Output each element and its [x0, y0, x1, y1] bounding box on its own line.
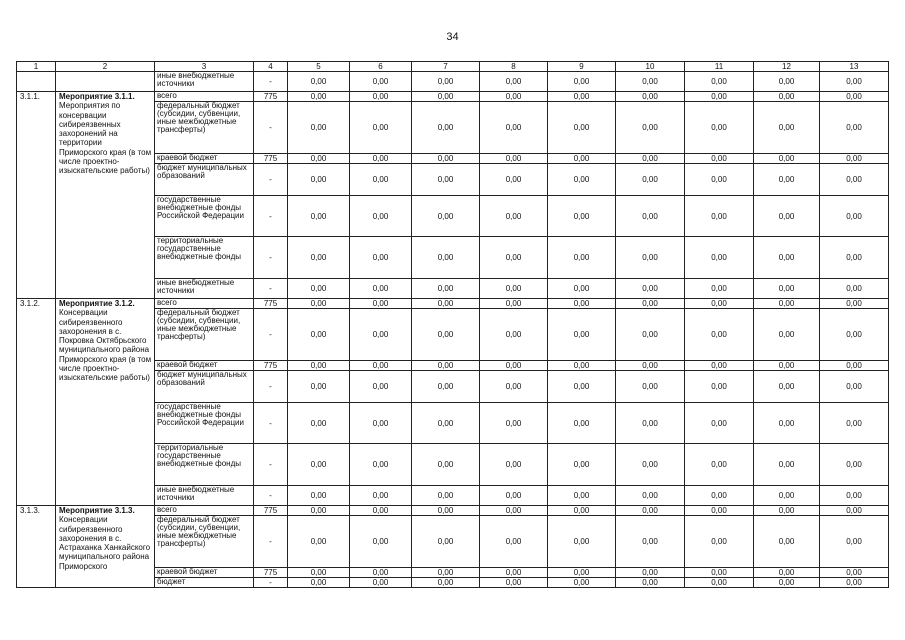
amount-cell: 0,00 [820, 371, 889, 403]
measure-title [56, 72, 155, 92]
column-header: 3 [155, 62, 254, 72]
amount-cell: 0,00 [548, 102, 616, 154]
amount-cell: 0,00 [350, 102, 412, 154]
amount-cell: 0,00 [685, 516, 754, 568]
amount-cell: 0,00 [685, 299, 754, 309]
amount-cell: 0,00 [480, 444, 548, 486]
amount-cell: 0,00 [820, 92, 889, 102]
amount-cell: 0,00 [480, 102, 548, 154]
amount-cell: 0,00 [412, 154, 480, 164]
table-row [17, 506, 889, 516]
amount-cell: 0,00 [412, 361, 480, 371]
amount-cell: 0,00 [412, 578, 480, 588]
amount-cell: 0,00 [480, 164, 548, 196]
measure-title-bold: Мероприятие 3.1.3. [59, 506, 135, 515]
column-header: 10 [616, 62, 685, 72]
amount-cell: 0,00 [548, 361, 616, 371]
amount-cell: 0,00 [685, 102, 754, 154]
amount-cell: 0,00 [288, 279, 350, 299]
amount-cell: 0,00 [616, 196, 685, 237]
amount-cell: 0,00 [685, 403, 754, 444]
amount-cell: 0,00 [820, 403, 889, 444]
funding-source: всего [155, 299, 254, 309]
amount-cell: 0,00 [288, 72, 350, 92]
amount-cell: 0,00 [350, 516, 412, 568]
column-header: 8 [480, 62, 548, 72]
funding-source: федеральный бюджет (субсидии, субвенции, иные межбюджетные трансферты) [155, 309, 254, 361]
amount-cell: 0,00 [548, 237, 616, 279]
amount-cell: 0,00 [412, 237, 480, 279]
table-row [17, 72, 889, 92]
amount-cell: 0,00 [754, 361, 820, 371]
amount-cell: 0,00 [616, 506, 685, 516]
amount-cell: 0,00 [685, 506, 754, 516]
amount-cell: 0,00 [350, 237, 412, 279]
amount-cell: 0,00 [616, 279, 685, 299]
amount-cell: 0,00 [412, 403, 480, 444]
amount-cell: 0,00 [616, 578, 685, 588]
amount-cell: 0,00 [350, 371, 412, 403]
amount-cell: 0,00 [480, 72, 548, 92]
amount-cell: 0,00 [548, 279, 616, 299]
amount-cell: 0,00 [350, 309, 412, 361]
column-header: 6 [350, 62, 412, 72]
amount-cell: 0,00 [548, 371, 616, 403]
amount-cell: 0,00 [820, 516, 889, 568]
amount-cell: 0,00 [754, 506, 820, 516]
amount-cell: 0,00 [412, 444, 480, 486]
amount-cell: 0,00 [820, 237, 889, 279]
amount-cell: 0,00 [685, 92, 754, 102]
amount-cell: 0,00 [616, 486, 685, 506]
amount-cell: 0,00 [754, 516, 820, 568]
amount-cell: 0,00 [480, 568, 548, 578]
amount-cell: 0,00 [412, 309, 480, 361]
amount-cell: 0,00 [288, 237, 350, 279]
funding-source: всего [155, 506, 254, 516]
amount-cell: 0,00 [820, 486, 889, 506]
amount-cell: 0,00 [685, 196, 754, 237]
amount-cell: 0,00 [412, 568, 480, 578]
amount-cell: 0,00 [548, 164, 616, 196]
table-row [17, 92, 889, 102]
column-header: 11 [685, 62, 754, 72]
amount-cell: 0,00 [616, 164, 685, 196]
amount-cell: 0,00 [480, 516, 548, 568]
amount-cell: 0,00 [754, 309, 820, 361]
column-4-value: 775 [254, 568, 288, 578]
amount-cell: 0,00 [820, 444, 889, 486]
amount-cell: 0,00 [350, 568, 412, 578]
amount-cell: 0,00 [412, 279, 480, 299]
amount-cell: 0,00 [820, 196, 889, 237]
header-row [17, 62, 889, 72]
amount-cell: 0,00 [754, 444, 820, 486]
amount-cell: 0,00 [288, 164, 350, 196]
amount-cell: 0,00 [616, 568, 685, 578]
amount-cell: 0,00 [754, 72, 820, 92]
amount-cell: 0,00 [548, 196, 616, 237]
amount-cell: 0,00 [685, 371, 754, 403]
amount-cell: 0,00 [412, 516, 480, 568]
amount-cell: 0,00 [548, 506, 616, 516]
measure-code [17, 72, 56, 92]
amount-cell: 0,00 [350, 299, 412, 309]
amount-cell: 0,00 [412, 486, 480, 506]
column-4-value: - [254, 403, 288, 444]
column-header: 2 [56, 62, 155, 72]
amount-cell: 0,00 [616, 299, 685, 309]
funding-source: бюджет [155, 578, 254, 588]
amount-cell: 0,00 [480, 92, 548, 102]
amount-cell: 0,00 [685, 578, 754, 588]
amount-cell: 0,00 [754, 237, 820, 279]
column-header: 5 [288, 62, 350, 72]
funding-source: федеральный бюджет (субсидии, субвенции, иные межбюджетные трансферты) [155, 102, 254, 154]
funding-source: территориальные государственные внебюджетные фонды [155, 444, 254, 486]
page-number: 34 [446, 31, 459, 43]
amount-cell: 0,00 [616, 361, 685, 371]
measure-title-bold: Мероприятие 3.1.2. [59, 299, 135, 308]
funding-source: бюджет муниципальных образований [155, 371, 254, 403]
amount-cell: 0,00 [754, 568, 820, 578]
amount-cell: 0,00 [548, 92, 616, 102]
amount-cell: 0,00 [288, 506, 350, 516]
amount-cell: 0,00 [350, 486, 412, 506]
amount-cell: 0,00 [288, 154, 350, 164]
amount-cell: 0,00 [412, 72, 480, 92]
column-4-value: - [254, 516, 288, 568]
amount-cell: 0,00 [548, 154, 616, 164]
amount-cell: 0,00 [548, 516, 616, 568]
amount-cell: 0,00 [412, 164, 480, 196]
funding-source: иные внебюджетные источники [155, 72, 254, 92]
column-4-value: - [254, 279, 288, 299]
amount-cell: 0,00 [820, 299, 889, 309]
amount-cell: 0,00 [754, 486, 820, 506]
column-4-value: - [254, 444, 288, 486]
measure-title-bold: Мероприятие 3.1.1. [59, 92, 135, 101]
amount-cell: 0,00 [350, 444, 412, 486]
column-4-value: 775 [254, 92, 288, 102]
amount-cell: 0,00 [754, 299, 820, 309]
amount-cell: 0,00 [480, 403, 548, 444]
amount-cell: 0,00 [288, 568, 350, 578]
amount-cell: 0,00 [754, 102, 820, 154]
amount-cell: 0,00 [548, 486, 616, 506]
funding-source: бюджет муниципальных образований [155, 164, 254, 196]
amount-cell: 0,00 [412, 102, 480, 154]
amount-cell: 0,00 [288, 361, 350, 371]
column-header: 13 [820, 62, 889, 72]
column-header: 9 [548, 62, 616, 72]
amount-cell: 0,00 [820, 102, 889, 154]
column-4-value: - [254, 102, 288, 154]
amount-cell: 0,00 [616, 444, 685, 486]
funding-source: государственные внебюджетные фонды Российской Федерации [155, 196, 254, 237]
funding-source: всего [155, 92, 254, 102]
measure-title [56, 506, 155, 588]
amount-cell: 0,00 [350, 154, 412, 164]
measure-code: 3.1.3. [17, 506, 56, 588]
measure-title-text: Мероприятия по консервации сибиреязвенных захоронений на территории Приморского края (в том числе проектно-изыскательские работы) [59, 101, 152, 176]
column-4-value: - [254, 486, 288, 506]
amount-cell: 0,00 [685, 486, 754, 506]
amount-cell: 0,00 [480, 196, 548, 237]
table-row [17, 299, 889, 309]
budget-table [16, 61, 889, 588]
column-4-value: - [254, 578, 288, 588]
amount-cell: 0,00 [412, 92, 480, 102]
amount-cell: 0,00 [616, 92, 685, 102]
amount-cell: 0,00 [685, 72, 754, 92]
amount-cell: 0,00 [288, 516, 350, 568]
amount-cell: 0,00 [685, 154, 754, 164]
amount-cell: 0,00 [685, 361, 754, 371]
amount-cell: 0,00 [754, 196, 820, 237]
amount-cell: 0,00 [288, 299, 350, 309]
amount-cell: 0,00 [480, 506, 548, 516]
funding-source: краевой бюджет [155, 568, 254, 578]
amount-cell: 0,00 [480, 237, 548, 279]
measure-title-text: Консервации сибиреязвенного захоронения в с. Покровка Октябрьского муниципального района Приморского края (в том числе проектно-изыскательские работы) [59, 308, 152, 383]
column-4-value: - [254, 237, 288, 279]
amount-cell: 0,00 [754, 92, 820, 102]
amount-cell: 0,00 [754, 403, 820, 444]
amount-cell: 0,00 [412, 506, 480, 516]
funding-source: краевой бюджет [155, 361, 254, 371]
column-4-value: 775 [254, 361, 288, 371]
column-4-value: - [254, 164, 288, 196]
funding-source: краевой бюджет [155, 154, 254, 164]
amount-cell: 0,00 [412, 371, 480, 403]
amount-cell: 0,00 [548, 299, 616, 309]
amount-cell: 0,00 [820, 154, 889, 164]
amount-cell: 0,00 [548, 444, 616, 486]
amount-cell: 0,00 [288, 403, 350, 444]
amount-cell: 0,00 [350, 72, 412, 92]
amount-cell: 0,00 [412, 196, 480, 237]
amount-cell: 0,00 [480, 578, 548, 588]
amount-cell: 0,00 [350, 164, 412, 196]
amount-cell: 0,00 [820, 361, 889, 371]
column-header: 4 [254, 62, 288, 72]
amount-cell: 0,00 [548, 309, 616, 361]
amount-cell: 0,00 [548, 403, 616, 444]
amount-cell: 0,00 [288, 92, 350, 102]
amount-cell: 0,00 [820, 72, 889, 92]
funding-source: федеральный бюджет (субсидии, субвенции, иные межбюджетные трансферты) [155, 516, 254, 568]
amount-cell: 0,00 [548, 578, 616, 588]
amount-cell: 0,00 [616, 309, 685, 361]
amount-cell: 0,00 [616, 403, 685, 444]
amount-cell: 0,00 [754, 154, 820, 164]
amount-cell: 0,00 [685, 237, 754, 279]
amount-cell: 0,00 [480, 486, 548, 506]
amount-cell: 0,00 [480, 309, 548, 361]
column-header: 7 [412, 62, 480, 72]
column-4-value: - [254, 309, 288, 361]
funding-source: иные внебюджетные источники [155, 279, 254, 299]
amount-cell: 0,00 [685, 309, 754, 361]
measure-title-text: Консервации сибиреязвенного захоронения в с. Астраханка Ханкайского муниципального района Приморского [59, 515, 151, 571]
funding-source: иные внебюджетные источники [155, 486, 254, 506]
amount-cell: 0,00 [480, 279, 548, 299]
amount-cell: 0,00 [616, 516, 685, 568]
amount-cell: 0,00 [754, 371, 820, 403]
amount-cell: 0,00 [548, 72, 616, 92]
amount-cell: 0,00 [350, 506, 412, 516]
column-4-value: 775 [254, 299, 288, 309]
amount-cell: 0,00 [288, 578, 350, 588]
measure-code: 3.1.2. [17, 299, 56, 506]
amount-cell: 0,00 [754, 578, 820, 588]
column-4-value: 775 [254, 154, 288, 164]
amount-cell: 0,00 [288, 102, 350, 154]
amount-cell: 0,00 [820, 279, 889, 299]
amount-cell: 0,00 [480, 154, 548, 164]
amount-cell: 0,00 [350, 403, 412, 444]
amount-cell: 0,00 [616, 371, 685, 403]
funding-source: государственные внебюджетные фонды Российской Федерации [155, 403, 254, 444]
amount-cell: 0,00 [480, 361, 548, 371]
amount-cell: 0,00 [350, 361, 412, 371]
amount-cell: 0,00 [685, 164, 754, 196]
amount-cell: 0,00 [820, 578, 889, 588]
measure-code: 3.1.1. [17, 92, 56, 299]
amount-cell: 0,00 [685, 444, 754, 486]
amount-cell: 0,00 [288, 309, 350, 361]
amount-cell: 0,00 [754, 279, 820, 299]
amount-cell: 0,00 [616, 154, 685, 164]
amount-cell: 0,00 [820, 164, 889, 196]
column-4-value: - [254, 371, 288, 403]
amount-cell: 0,00 [820, 309, 889, 361]
funding-source: территориальные государственные внебюджетные фонды [155, 237, 254, 279]
column-4-value: - [254, 196, 288, 237]
amount-cell: 0,00 [350, 92, 412, 102]
amount-cell: 0,00 [412, 299, 480, 309]
amount-cell: 0,00 [480, 371, 548, 403]
amount-cell: 0,00 [350, 578, 412, 588]
amount-cell: 0,00 [616, 237, 685, 279]
amount-cell: 0,00 [288, 444, 350, 486]
amount-cell: 0,00 [754, 164, 820, 196]
amount-cell: 0,00 [616, 72, 685, 92]
amount-cell: 0,00 [820, 506, 889, 516]
amount-cell: 0,00 [480, 299, 548, 309]
amount-cell: 0,00 [616, 102, 685, 154]
amount-cell: 0,00 [350, 196, 412, 237]
column-4-value: - [254, 72, 288, 92]
column-header: 1 [17, 62, 56, 72]
amount-cell: 0,00 [350, 279, 412, 299]
amount-cell: 0,00 [685, 279, 754, 299]
amount-cell: 0,00 [288, 486, 350, 506]
amount-cell: 0,00 [820, 568, 889, 578]
measure-title [56, 299, 155, 506]
amount-cell: 0,00 [685, 568, 754, 578]
column-4-value: 775 [254, 506, 288, 516]
measure-title [56, 92, 155, 299]
column-header: 12 [754, 62, 820, 72]
amount-cell: 0,00 [548, 568, 616, 578]
amount-cell: 0,00 [288, 371, 350, 403]
amount-cell: 0,00 [288, 196, 350, 237]
